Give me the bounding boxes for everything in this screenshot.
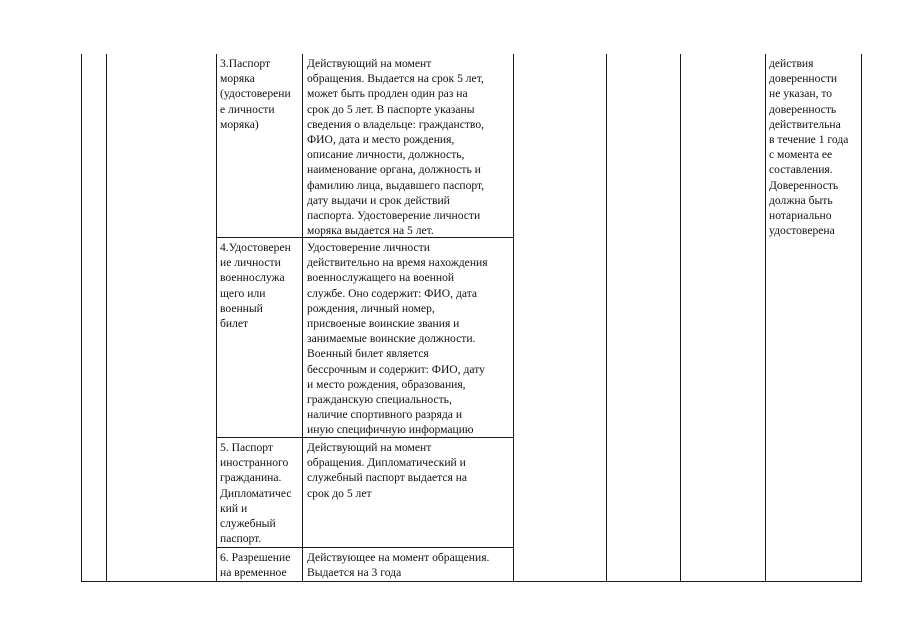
document-name-cell: 6. Разрешение на временное [220, 551, 291, 580]
table-border-left [81, 54, 82, 582]
document-description-cell: Удостоверение личности действительно на время нахождения военнослужащего на военной службе. Оно содержит: ФИО, дата рождения, личный номер, присвоеные воинские звания и занимаемые воинские должности. Военный билет является бессрочным и содержит: ФИО, дату и место рождения, образования, гражданскую специальность, наличие спортивного разряда и иную специфичную информацию [307, 241, 488, 437]
document-name-cell: 4.Удостоверен ие личности военнослужа щего или военный билет [220, 241, 291, 331]
document-name-cell: 5. Паспорт иностранного гражданина. Дипломатичес кий и служебный паспорт. [220, 441, 292, 546]
document-description-cell: Действующее на момент обращения. Выдается на 3 года [307, 551, 490, 580]
column-divider [606, 54, 607, 582]
table-border-right [861, 54, 862, 582]
column-divider [680, 54, 681, 582]
document-description-cell: Действующий на момент обращения. Выдается на срок 5 лет, может быть продлен один раз на срок до 5 лет. В паспорте указаны сведения о владельце: гражданство, ФИО, дата и место рождения, описание личности, должность, наименование органа, должность и фамилию лица, выдавшего паспорт, дату выдачи и срок действий паспорта. Удостоверение личности моряка выдается на 5 лет. [307, 57, 485, 238]
column-divider [765, 54, 766, 582]
document-name-cell: 3.Паспорт моряка (удостоверени е личности моряка) [220, 57, 291, 131]
column-divider [513, 54, 514, 582]
column-divider [216, 54, 217, 582]
row-divider [216, 547, 514, 548]
table-bottom-border [81, 581, 862, 582]
column-divider [106, 54, 107, 582]
power-of-attorney-note: действия доверенности не указан, то доверенность действительна в течение 1 года с момента ее составления. Доверенность должна быть нотариально удостоверена [769, 57, 849, 238]
document-description-cell: Действующий на момент обращения. Дипломатический и служебный паспорт выдается на срок до 5 лет [307, 441, 468, 500]
column-divider [302, 54, 303, 582]
